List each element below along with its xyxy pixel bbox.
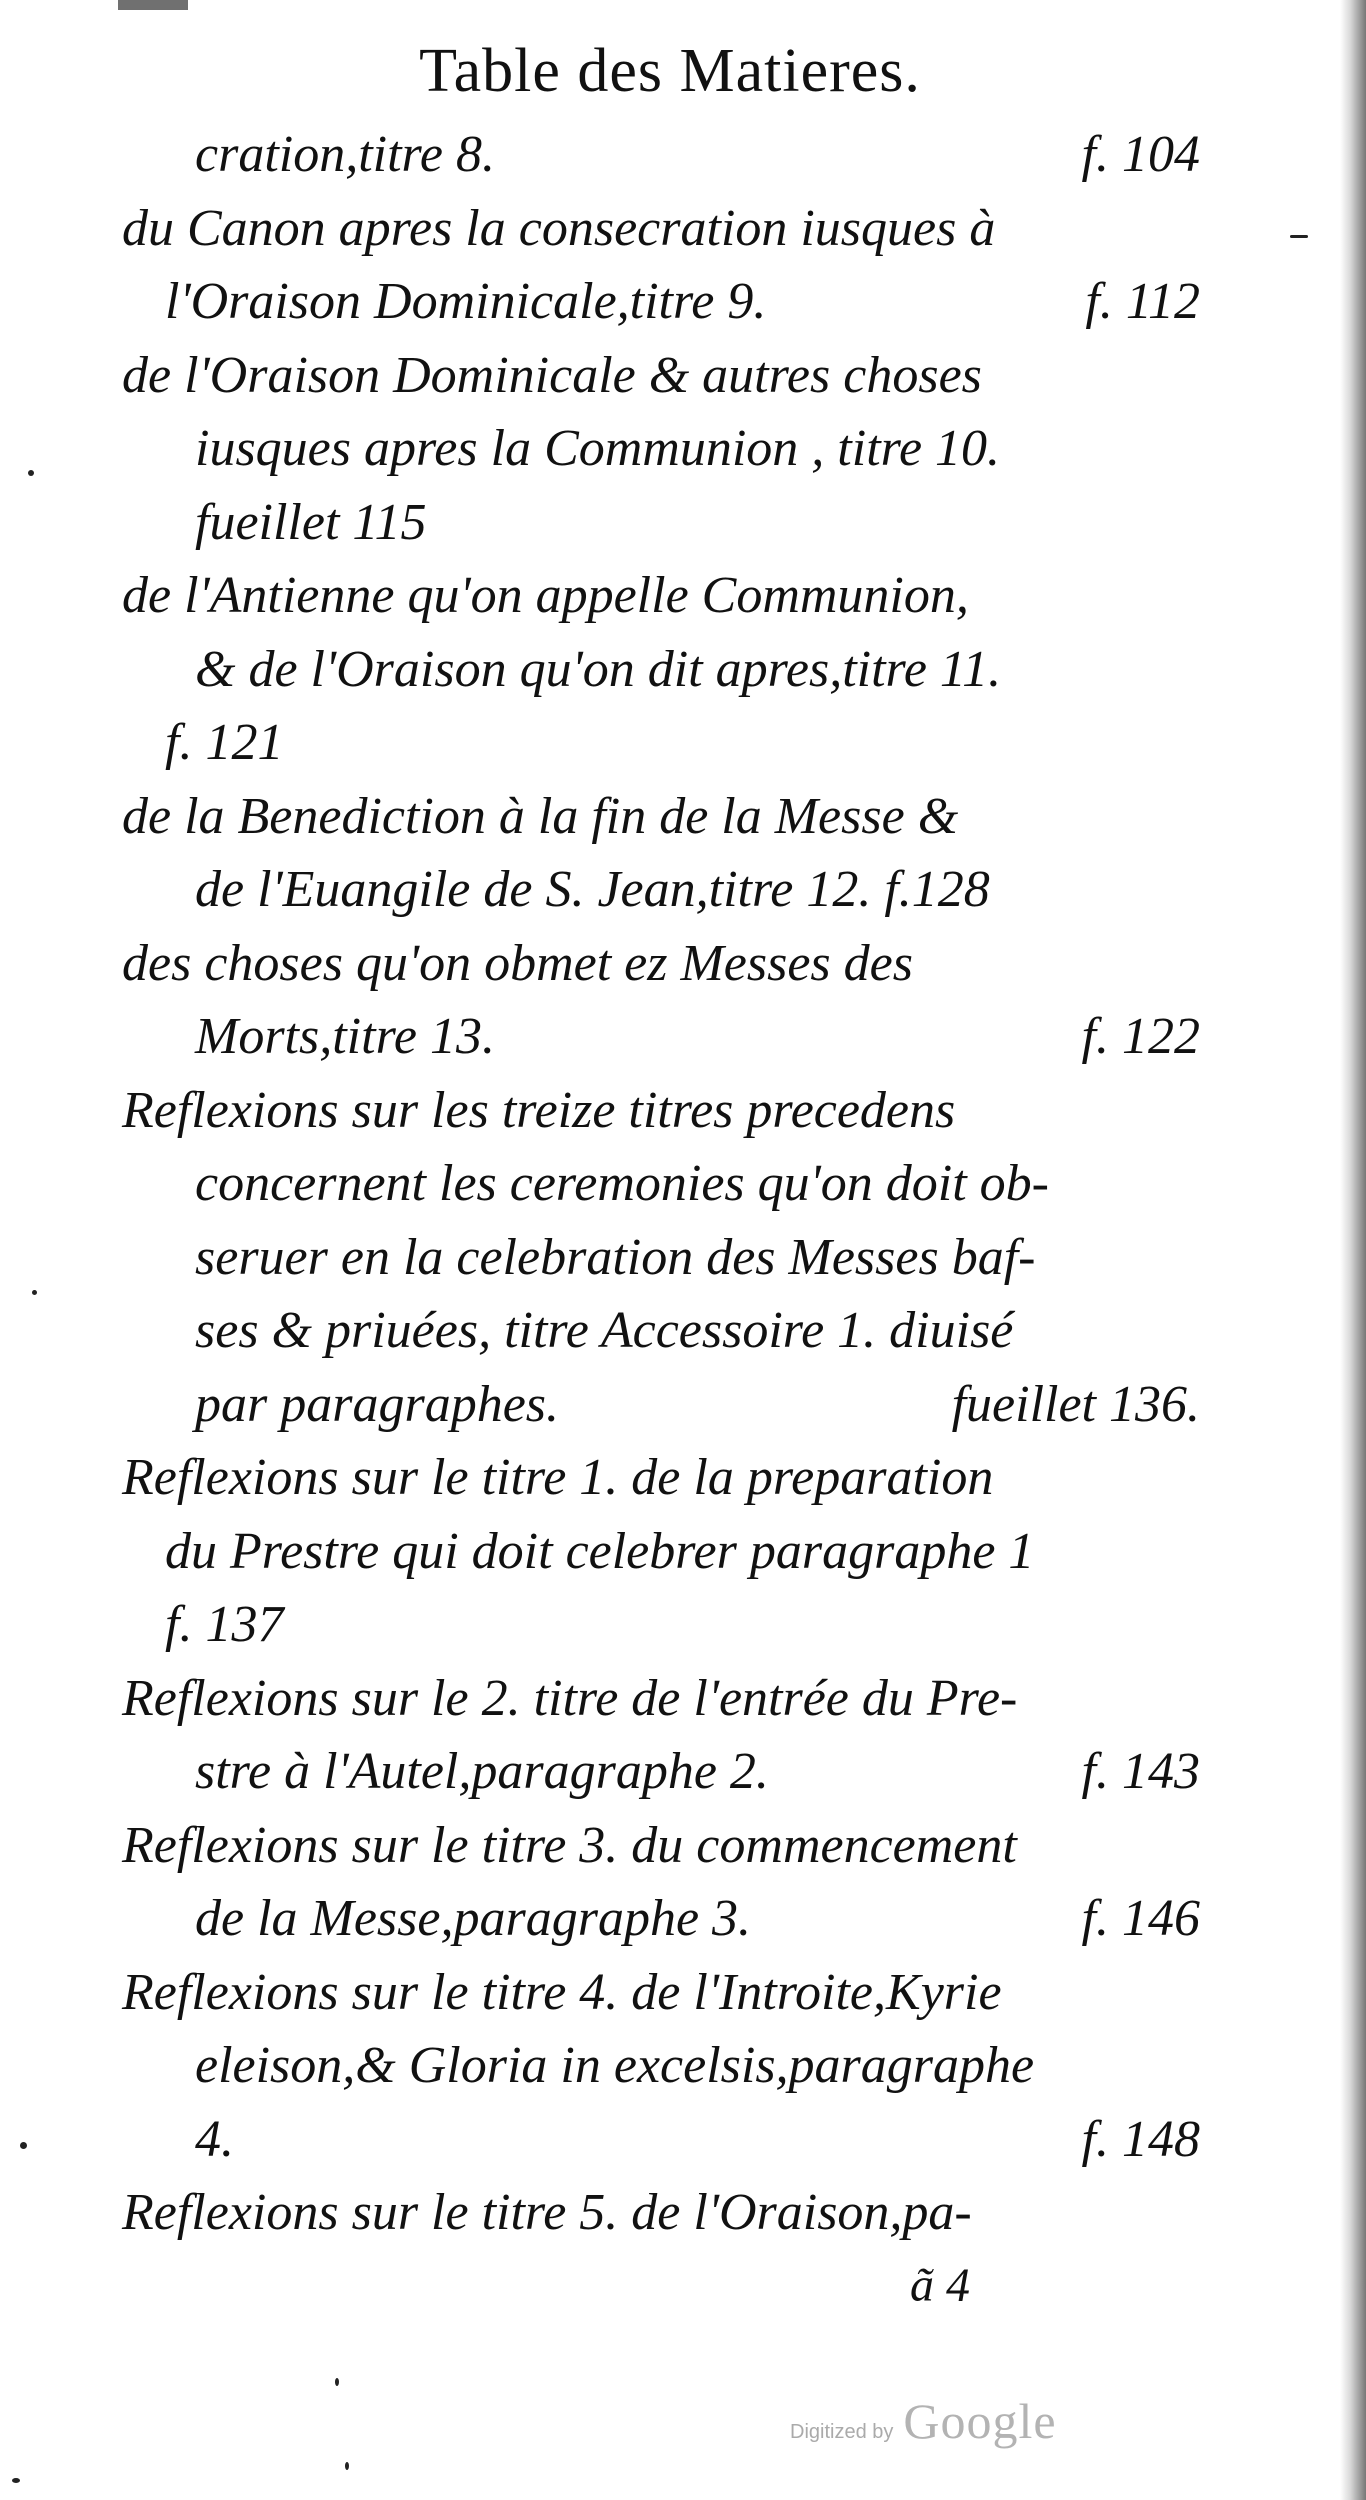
toc-entry-text: du Prestre qui doit celebrer paragraphe 1 bbox=[165, 1522, 1035, 1580]
toc-folio: f. 122 bbox=[1081, 1008, 1200, 1065]
toc-line bbox=[0, 1515, 1340, 1589]
toc-line bbox=[0, 1441, 1340, 1515]
toc-line bbox=[0, 1221, 1340, 1295]
toc-entry-text: iusques apres la Communion , titre 10. bbox=[195, 420, 1001, 477]
toc-line bbox=[0, 1294, 1340, 1368]
toc-line bbox=[0, 559, 1340, 633]
toc-entry-text: Reflexions sur le titre 4. de l'Introite,Kyrie bbox=[122, 1963, 1002, 2021]
toc-entry-text: de la Messe,paragraphe 3. bbox=[195, 1890, 752, 1947]
table-of-contents bbox=[0, 118, 1340, 2250]
toc-entry-text: par paragraphes. bbox=[195, 1375, 560, 1433]
toc-entry-text: cration,titre 8. bbox=[195, 126, 495, 183]
toc-line bbox=[0, 1588, 1340, 1662]
toc-entry-text: seruer en la celebration des Messes baf- bbox=[195, 1228, 1036, 1286]
scan-speck bbox=[335, 2378, 339, 2386]
toc-line bbox=[0, 412, 1340, 486]
toc-line bbox=[0, 118, 1340, 192]
scan-speck bbox=[32, 1290, 37, 1295]
toc-entry-text: l'Oraison Dominicale,titre 9. bbox=[165, 273, 767, 330]
toc-line bbox=[0, 1000, 1340, 1074]
scan-speck bbox=[345, 2462, 349, 2470]
watermark-prefix: Digitized by bbox=[790, 2421, 894, 2443]
toc-line bbox=[0, 486, 1340, 560]
toc-line bbox=[0, 1956, 1340, 2030]
scan-speck bbox=[20, 2142, 27, 2149]
toc-line bbox=[0, 2103, 1340, 2177]
toc-entry-text: ses & priuées, titre Accessoire 1. diuisé bbox=[195, 1302, 1014, 1359]
toc-entry-text: de la Benediction à la fin de la Messe & bbox=[122, 787, 959, 845]
scan-speck bbox=[12, 2478, 20, 2483]
toc-entry-text: stre à l'Autel,paragraphe 2. bbox=[195, 1743, 769, 1800]
toc-entry-text: eleison,& Gloria in excelsis,paragraphe bbox=[195, 2037, 1035, 2094]
toc-entry-text: Reflexions sur le 2. titre de l'entrée du Pre- bbox=[122, 1669, 1018, 1727]
google-logo: Google bbox=[903, 2393, 1057, 2449]
toc-entry-text: du Canon apres la consecration iusques à bbox=[122, 199, 996, 257]
toc-folio: fueillet 136. bbox=[951, 1375, 1200, 1433]
toc-folio: f. 143 bbox=[1081, 1743, 1200, 1800]
signature-mark: ã 4 bbox=[910, 2259, 970, 2312]
scan-speck bbox=[28, 470, 34, 476]
toc-entry-text: concernent les ceremonies qu'on doit ob- bbox=[195, 1155, 1049, 1212]
toc-line bbox=[0, 339, 1340, 413]
toc-entry-text: de l'Oraison Dominicale & autres choses bbox=[122, 346, 982, 404]
toc-line bbox=[0, 1368, 1340, 1442]
toc-entry-text: 4. bbox=[195, 2110, 234, 2168]
digitization-watermark bbox=[790, 2392, 1057, 2450]
toc-line bbox=[0, 853, 1340, 927]
toc-line bbox=[0, 1074, 1340, 1148]
toc-line bbox=[0, 2176, 1340, 2250]
page-title: Table des Matieres. bbox=[419, 37, 921, 105]
toc-entry-text: f. 121 bbox=[165, 714, 284, 771]
toc-line bbox=[0, 265, 1340, 339]
toc-line bbox=[0, 1662, 1340, 1736]
toc-line bbox=[0, 192, 1340, 266]
toc-line bbox=[0, 2029, 1340, 2103]
toc-folio: f. 146 bbox=[1081, 1890, 1200, 1947]
toc-folio: f. 104 bbox=[1081, 126, 1200, 183]
toc-entry-text: des choses qu'on obmet ez Messes des bbox=[122, 934, 913, 992]
toc-line bbox=[0, 1882, 1340, 1956]
toc-entry-text: Reflexions sur le titre 3. du commencement bbox=[122, 1816, 1017, 1874]
toc-line bbox=[0, 1735, 1340, 1809]
toc-line bbox=[0, 780, 1340, 854]
toc-entry-text: de l'Euangile de S. Jean,titre 12. f.128 bbox=[195, 861, 990, 918]
toc-entry-text: f. 137 bbox=[165, 1596, 284, 1653]
toc-entry-text: Reflexions sur le titre 1. de la preparation bbox=[122, 1449, 994, 1506]
toc-entry-text: & de l'Oraison qu'on dit apres,titre 11. bbox=[195, 640, 1002, 698]
toc-entry-text: Reflexions sur les treize titres precedens bbox=[122, 1081, 956, 1139]
toc-entry-text: Morts,titre 13. bbox=[195, 1008, 495, 1065]
toc-folio: f. 112 bbox=[1085, 273, 1200, 330]
page-edge-mark bbox=[118, 0, 188, 10]
toc-folio: f. 148 bbox=[1081, 2110, 1200, 2168]
scan-speck bbox=[1290, 235, 1308, 238]
toc-line bbox=[0, 633, 1340, 707]
page-edge-shadow bbox=[1340, 0, 1366, 2500]
toc-line bbox=[0, 1147, 1340, 1221]
toc-line bbox=[0, 927, 1340, 1001]
toc-line bbox=[0, 1809, 1340, 1883]
toc-entry-text: de l'Antienne qu'on appelle Communion, bbox=[122, 567, 969, 624]
toc-entry-text: fueillet 115 bbox=[195, 493, 427, 551]
toc-entry-text: Reflexions sur le titre 5. de l'Oraison,pa- bbox=[122, 2184, 972, 2241]
toc-line bbox=[0, 706, 1340, 780]
